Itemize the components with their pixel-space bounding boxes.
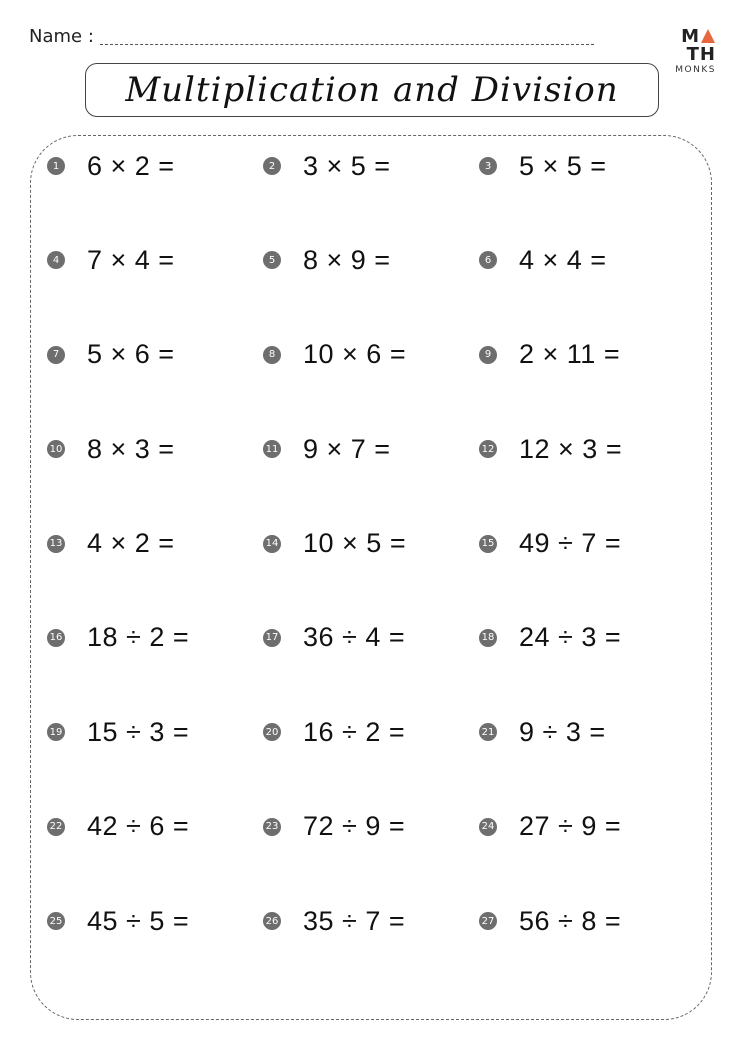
title-box [85,63,659,117]
problem-number-badge: 15 [479,535,497,553]
problem-item [47,714,263,750]
problem-number-badge: 25 [47,912,65,930]
problem-number-badge: 2 [263,157,281,175]
problem-expression: 10 × 5 = [303,528,407,559]
problem-number-badge: 5 [263,251,281,269]
problem-item [263,148,479,184]
problem-expression: 10 × 6 = [303,339,407,370]
problem-number-badge: 19 [47,723,65,741]
problem-number-badge: 9 [479,346,497,364]
problem-item [263,714,479,750]
problem-expression: 12 × 3 = [519,433,623,464]
triangle-icon [701,29,715,43]
problem-item [479,714,695,750]
problem-number-badge: 24 [479,818,497,836]
problem-number-badge: 6 [479,251,497,269]
problem-item [47,809,263,845]
problem-number-badge: 16 [47,629,65,647]
problems-grid [47,148,707,998]
problem-number-badge: 1 [47,157,65,175]
problem-expression: 16 ÷ 2 = [303,716,406,747]
name-label: Name : [29,26,94,47]
problem-item [47,242,263,278]
problem-number-badge: 3 [479,157,497,175]
problem-number-badge: 18 [479,629,497,647]
logo-text-m: M [681,26,700,47]
problem-number-badge: 8 [263,346,281,364]
math-monks-logo [656,28,716,75]
problem-item [263,431,479,467]
problem-number-badge: 13 [47,535,65,553]
problem-expression: 18 ÷ 2 = [87,622,190,653]
problem-number-badge: 10 [47,440,65,458]
logo-text-monks: MONKS [675,65,716,75]
problem-item [479,526,695,562]
problem-expression: 35 ÷ 7 = [303,905,406,936]
problem-expression: 72 ÷ 9 = [303,811,406,842]
problem-number-badge: 27 [479,912,497,930]
problem-number-badge: 11 [263,440,281,458]
problem-expression: 42 ÷ 6 = [87,811,190,842]
problem-expression: 2 × 11 = [519,339,621,370]
problem-expression: 27 ÷ 9 = [519,811,622,842]
problem-item [479,903,695,939]
problem-item [263,337,479,373]
problem-expression: 6 × 2 = [87,150,175,181]
problem-expression: 24 ÷ 3 = [519,622,622,653]
problem-item [47,148,263,184]
problem-expression: 5 × 5 = [519,150,607,181]
problem-expression: 8 × 9 = [303,244,391,275]
problem-expression: 5 × 6 = [87,339,175,370]
problem-item [47,526,263,562]
problem-expression: 3 × 5 = [303,150,391,181]
problem-item [263,620,479,656]
problem-item [263,526,479,562]
problem-expression: 56 ÷ 8 = [519,905,622,936]
problem-expression: 36 ÷ 4 = [303,622,406,653]
problem-number-badge: 26 [263,912,281,930]
problem-number-badge: 23 [263,818,281,836]
problem-item [479,242,695,278]
problem-item [479,431,695,467]
problem-item [47,903,263,939]
problem-expression: 9 ÷ 3 = [519,716,606,747]
problem-number-badge: 4 [47,251,65,269]
problem-item [47,620,263,656]
problem-item [479,337,695,373]
problem-item [47,431,263,467]
problem-expression: 7 × 4 = [87,244,175,275]
problem-expression: 4 × 4 = [519,244,607,275]
problem-expression: 49 ÷ 7 = [519,528,622,559]
name-input-line[interactable] [100,44,594,45]
problem-expression: 15 ÷ 3 = [87,716,190,747]
problem-item [263,809,479,845]
problem-expression: 9 × 7 = [303,433,391,464]
problem-expression: 8 × 3 = [87,433,175,464]
problem-number-badge: 17 [263,629,281,647]
problem-item [479,148,695,184]
problem-item [263,242,479,278]
page-title: Multiplication and Division [125,70,619,110]
problem-item [263,903,479,939]
problem-expression: 45 ÷ 5 = [87,905,190,936]
problem-item [479,809,695,845]
problem-expression: 4 × 2 = [87,528,175,559]
problem-item [479,620,695,656]
logo-text-th: TH [686,44,716,65]
problem-number-badge: 20 [263,723,281,741]
problem-item [47,337,263,373]
problem-number-badge: 12 [479,440,497,458]
problem-number-badge: 14 [263,535,281,553]
problem-number-badge: 22 [47,818,65,836]
problem-number-badge: 21 [479,723,497,741]
problem-number-badge: 7 [47,346,65,364]
